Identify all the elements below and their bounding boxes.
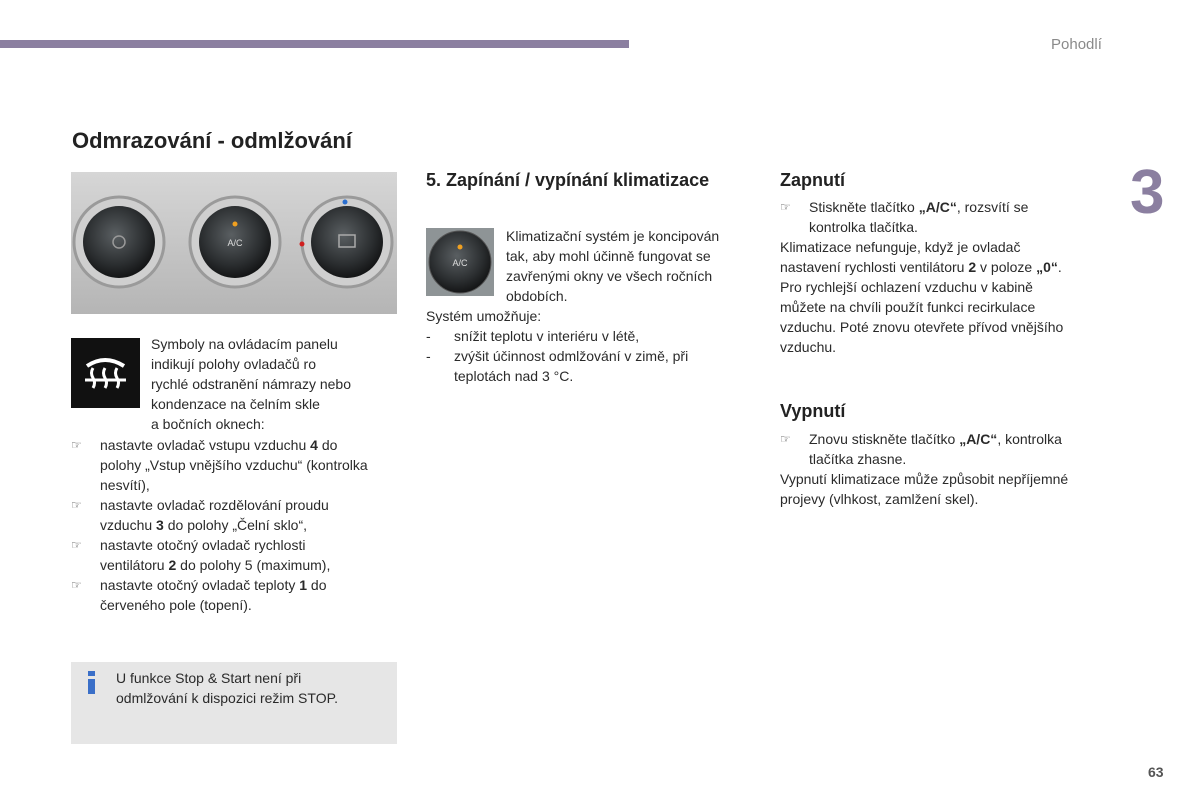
intro-line: rychlé odstranění námrazy nebo	[151, 376, 351, 392]
list-item: ☞ nastavte otočný ovladač teploty 1 do červeného pole (topení).	[71, 577, 327, 613]
section-title: Pohodlí	[1051, 36, 1102, 53]
info-text: U funkce Stop & Start není při odmlžování k dispozici režim STOP.	[116, 670, 339, 706]
bullet-hand-icon: ☞	[71, 498, 82, 512]
chapter-number: 3	[1130, 158, 1165, 227]
intro-line: a bočních oknech:	[151, 416, 265, 432]
ac-allows: Systém umožňuje: - snížit teplotu v interiéru v létě, - zvýšit účinnost odmlžování v zimě, při teplotách nad 3 °C.	[426, 306, 756, 386]
climate-panel-image	[71, 172, 397, 314]
off-section: ☞ Znovu stiskněte tlačítko „A/C“, kontrolka tlačítka zhasne. Vypnutí klimatizace může způsobit nepříjemné projevy (vlhkost, zamlžení skel).	[780, 429, 1120, 509]
bullet-hand-icon: ☞	[780, 200, 791, 214]
panel-ac-label: A/C	[227, 238, 243, 248]
list-item: ☞ nastavte ovladač vstupu vzduchu 4 do polohy „Vstup vnějšího vzduchu“ (kontrolka nesvítí),	[71, 437, 368, 493]
list-item: ☞ nastavte otočný ovladač rychlosti ventilátoru 2 do polohy 5 (maximum),	[71, 537, 331, 573]
climate-panel-drawing	[71, 172, 397, 314]
list-item: - snížit teplotu v interiéru v létě,	[426, 328, 640, 344]
intro-line: indikují polohy ovladačů ro	[151, 356, 316, 372]
ac-knob-icon	[190, 197, 280, 287]
on-section: ☞ Stiskněte tlačítko „A/C“, rozsvítí se kontrolka tlačítka. Klimatizace nefunguje, když je ovladač nastavení rychlosti ventilátoru 2 v poloze „0“. Pro rychlejší ochlazení vzduchu v kabině můžete na chvíli použít funkci recirkulace vzduchu. Poté znovu otevřete přívod vnějšího vzduchu.	[780, 197, 1120, 357]
page-title: Odmrazování - odmlžování	[72, 128, 352, 153]
list-item: - zvýšit účinnost odmlžování v zimě, při teplotách nad 3 °C.	[426, 348, 689, 384]
on-heading: Zapnutí	[780, 170, 845, 190]
defrost-intro	[151, 334, 401, 434]
bullet-hand-icon: ☞	[71, 538, 82, 552]
windscreen-defrost-icon	[71, 338, 140, 408]
defrost-steps	[71, 435, 401, 615]
off-heading: Vypnutí	[780, 401, 846, 421]
bullet-hand-icon: ☞	[780, 432, 791, 446]
header-bar	[0, 40, 629, 48]
ac-button-label: A/C	[452, 258, 468, 268]
windscreen-knob-icon	[300, 197, 393, 287]
list-item: ☞ nastavte ovladač rozdělování proudu vzduchu 3 do polohy „Čelní sklo“,	[71, 497, 329, 533]
intro-line: Symboly na ovládacím panelu	[151, 336, 338, 352]
bullet-hand-icon: ☞	[71, 438, 82, 452]
list-item: ☞ Znovu stiskněte tlačítko „A/C“, kontrolka tlačítka zhasne.	[780, 431, 1062, 467]
ac-intro: Klimatizační systém je koncipován tak, aby mohl účinně fungovat se zavřenými okny ve všech ročních obdobích.	[506, 228, 720, 304]
page-number: 63	[1148, 764, 1164, 780]
info-icon	[85, 670, 99, 696]
ac-heading: 5. Zapínání / vypínání klimatizace	[426, 170, 710, 190]
ac-button-image	[426, 228, 494, 296]
bullet-hand-icon: ☞	[71, 578, 82, 592]
list-item: ☞ Stiskněte tlačítko „A/C“, rozsvítí se kontrolka tlačítka.	[780, 199, 1029, 235]
intro-line: kondenzace na čelním skle	[151, 396, 320, 412]
fan-knob-icon	[74, 197, 164, 287]
